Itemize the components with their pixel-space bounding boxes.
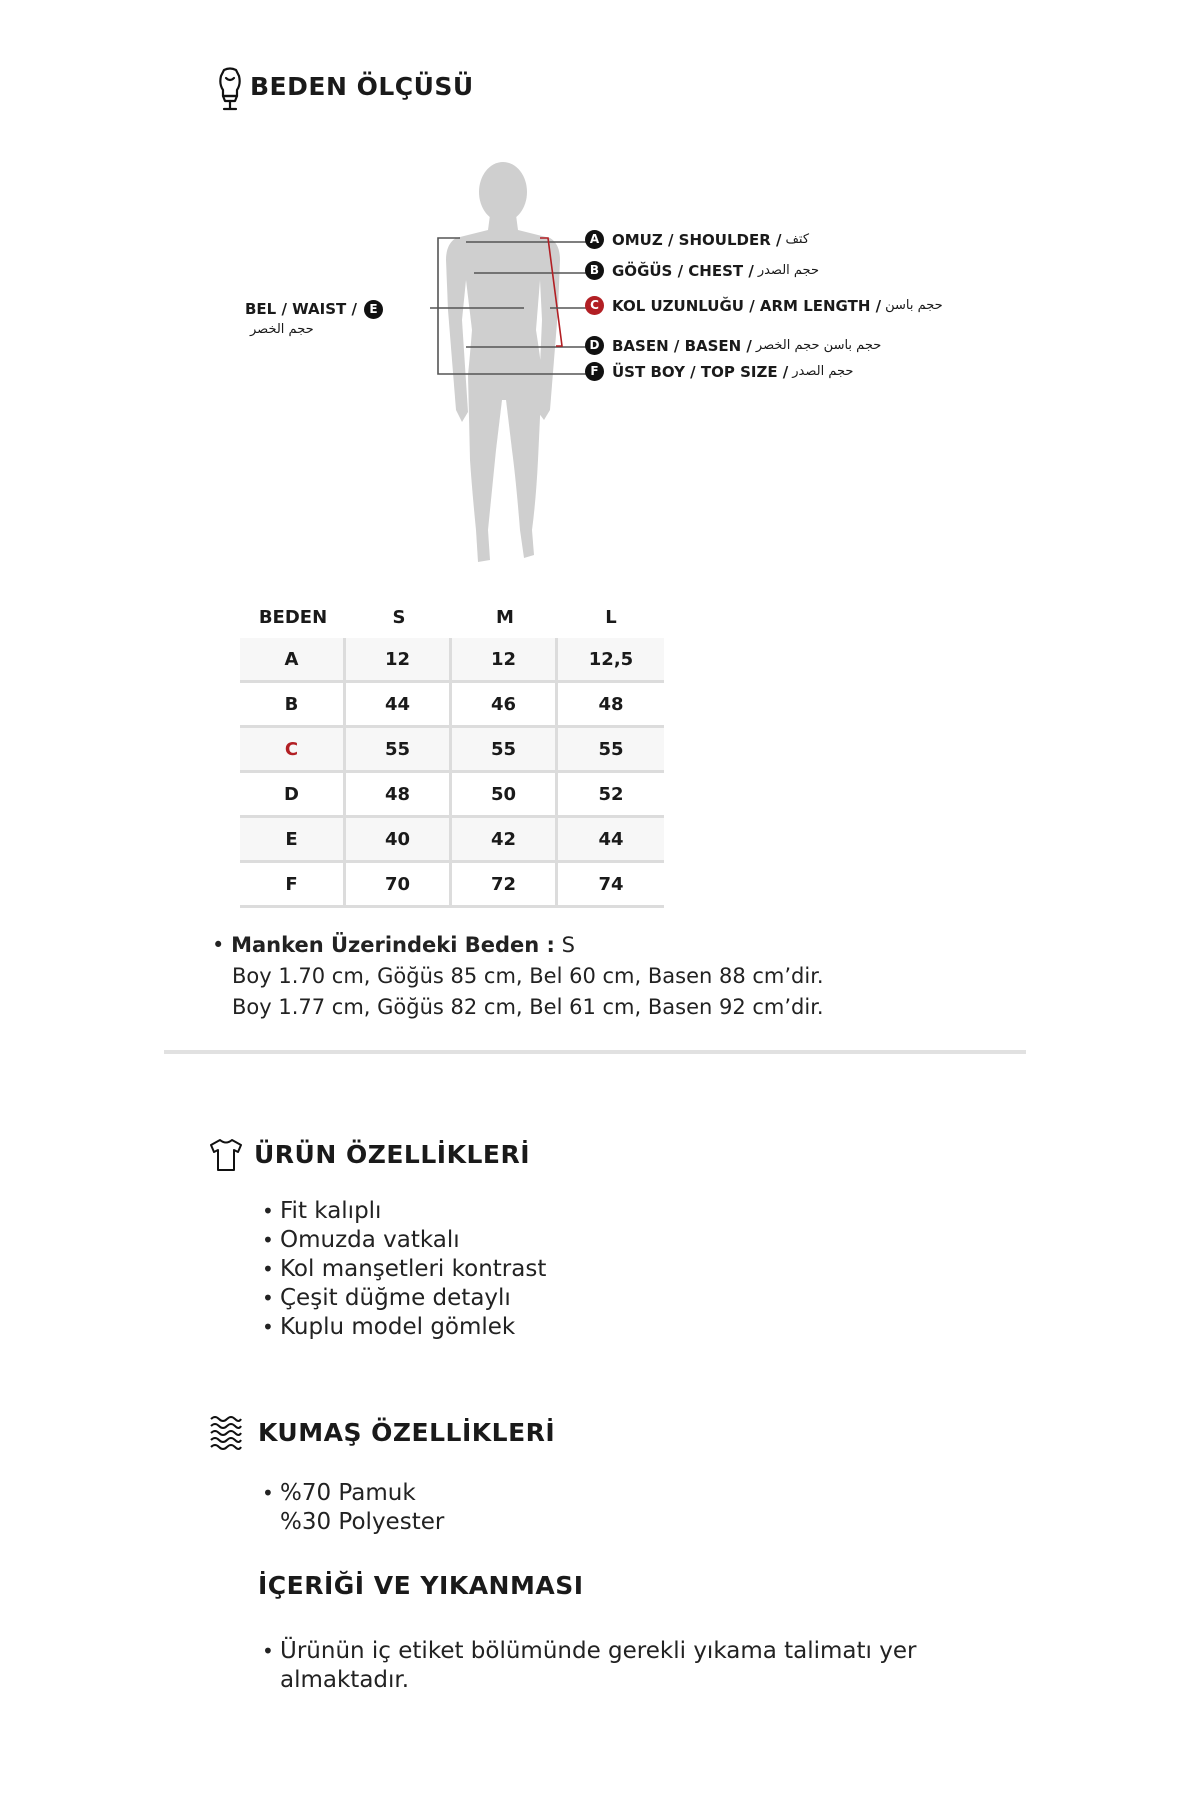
fabric-features-list xyxy=(262,1479,444,1537)
measure-label-f: F ÜST BOY / TOP SIZE / حجم الصدر xyxy=(585,362,853,381)
table-cell: 12 xyxy=(346,638,452,683)
list-item: • Kuplu model gömlek xyxy=(262,1313,546,1342)
size-table-header xyxy=(240,596,664,638)
table-cell: C xyxy=(240,728,346,773)
model-measure-line-1: Boy 1.70 cm, Göğüs 85 cm, Bel 60 cm, Basen 88 cm’dir. xyxy=(232,964,824,988)
size-section-title: BEDEN ÖLÇÜSÜ xyxy=(250,72,474,101)
list-item: • Kol manşetleri kontrast xyxy=(262,1255,546,1284)
measure-badge-c: C xyxy=(585,296,604,315)
size-table-header-cell: S xyxy=(392,606,406,628)
table-cell: 52 xyxy=(558,773,664,818)
list-item: • Fit kalıplı xyxy=(262,1197,546,1226)
tshirt-icon xyxy=(208,1137,244,1173)
table-row xyxy=(240,683,664,728)
model-size-line: • Manken Üzerindeki Beden : S xyxy=(212,933,575,957)
table-cell: 55 xyxy=(452,728,558,773)
model-measure-line-2: Boy 1.77 cm, Göğüs 82 cm, Bel 61 cm, Basen 92 cm’dir. xyxy=(232,995,824,1019)
table-cell: A xyxy=(240,638,346,683)
table-row xyxy=(240,818,664,863)
care-list xyxy=(262,1637,916,1695)
list-item: • Ürünün iç etiket bölümünde gerekli yıkama talimatı yer xyxy=(262,1637,916,1666)
fabric-pattern-icon xyxy=(208,1414,244,1450)
table-cell: E xyxy=(240,818,346,863)
table-cell: F xyxy=(240,863,346,908)
table-cell: 42 xyxy=(452,818,558,863)
fabric-features-title: KUMAŞ ÖZELLİKLERİ xyxy=(258,1418,556,1447)
table-cell: 72 xyxy=(452,863,558,908)
size-table-header-cell: M xyxy=(496,606,514,628)
table-cell: D xyxy=(240,773,346,818)
measure-label-e: BEL / WAIST / xyxy=(245,300,357,318)
measure-badge-d: D xyxy=(585,336,604,355)
measure-label-b: B GÖĞÜS / CHEST / حجم الصدر xyxy=(585,261,819,280)
table-row xyxy=(240,638,664,683)
measure-label-d: D BASEN / BASEN / حجم باسن حجم الخصر xyxy=(585,336,881,355)
list-item: • %70 Pamuk xyxy=(262,1479,444,1508)
product-features-title: ÜRÜN ÖZELLİKLERİ xyxy=(254,1140,531,1169)
table-cell: 48 xyxy=(558,683,664,728)
size-table xyxy=(240,596,664,908)
measure-badge-a: A xyxy=(585,230,604,249)
measure-label-e-arabic: حجم الخصر xyxy=(250,322,314,337)
measure-label-c: C KOL UZUNLUĞU / ARM LENGTH / حجم باسن xyxy=(585,296,943,315)
section-divider xyxy=(164,1050,1026,1054)
list-item: almaktadır. xyxy=(280,1667,410,1693)
measure-badge-b: B xyxy=(585,261,604,280)
product-features-list xyxy=(262,1197,546,1342)
table-cell: 70 xyxy=(346,863,452,908)
care-title: İÇERİĞİ VE YIKANMASI xyxy=(258,1571,584,1600)
table-cell: 12 xyxy=(452,638,558,683)
table-cell: 46 xyxy=(452,683,558,728)
table-cell: 44 xyxy=(558,818,664,863)
table-cell: 44 xyxy=(346,683,452,728)
size-table-header-cell: BEDEN xyxy=(258,606,328,628)
table-cell: 12,5 xyxy=(558,638,664,683)
table-cell: 55 xyxy=(558,728,664,773)
measure-badge-e: E xyxy=(364,300,383,319)
list-item: • Çeşit düğme detaylı xyxy=(262,1284,546,1313)
list-item: • Omuzda vatkalı xyxy=(262,1226,546,1255)
model-info xyxy=(212,930,824,1023)
table-row xyxy=(240,773,664,818)
table-cell: 55 xyxy=(346,728,452,773)
table-cell: 74 xyxy=(558,863,664,908)
measurement-lines xyxy=(430,230,610,390)
table-cell: 48 xyxy=(346,773,452,818)
list-item: %30 Polyester xyxy=(280,1509,445,1535)
table-cell: 40 xyxy=(346,818,452,863)
measure-badge-f: F xyxy=(585,362,604,381)
mannequin-icon xyxy=(215,66,245,112)
table-cell: 50 xyxy=(452,773,558,818)
table-row xyxy=(240,863,664,908)
measure-label-a: A OMUZ / SHOULDER / كتف xyxy=(585,230,809,249)
table-cell: B xyxy=(240,683,346,728)
table-row xyxy=(240,728,664,773)
size-table-header-cell: L xyxy=(605,606,617,628)
